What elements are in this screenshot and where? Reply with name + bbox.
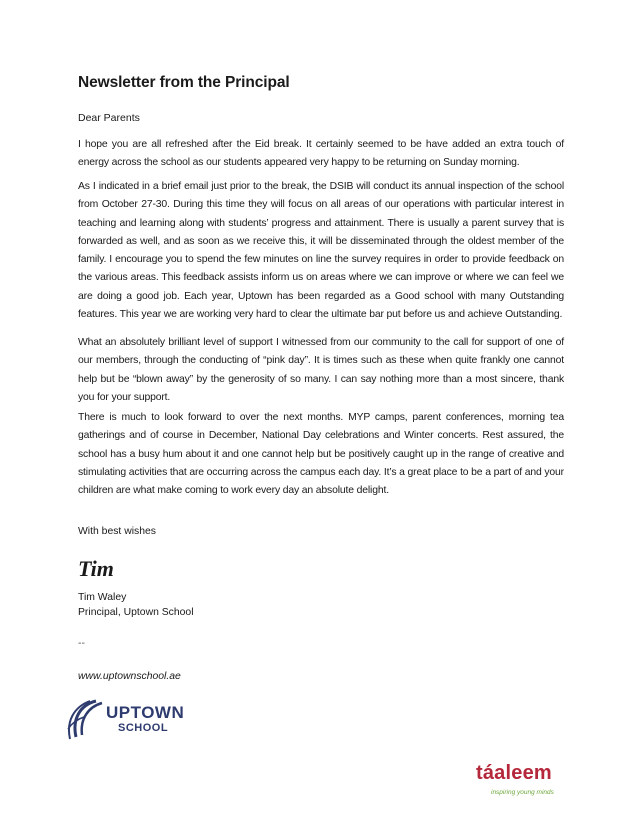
signer-title: Principal, Uptown School [78,607,194,618]
paragraph-eid: I hope you are all refreshed after the Eid break. It certainly seemed to be have added an extra touch of energy across the school as our students appeared very happy to be returning on Sunday morning. [78,139,564,169]
website-link[interactable]: www.uptownschool.ae [78,671,181,682]
newsletter-title: Newsletter from the Principal [78,74,290,91]
paragraph-inspection: As I indicated in a brief email just prior to the break, the DSIB will conduct its annual inspection of the school from October 27-30. During this time they will focus on all areas of our operations with particular interest in teaching and learning along with students’ progress and attainment. There is usually a parent survey that is forwarded as well, and as soon as we receive this, it will be disseminated through the oldest member of the family. I encourage you to spend the few minutes on line the survey requires in order to provide feedback on the various areas. This feedback assists inform us on areas where we can improve or where we can feel we are doing a good job. Each year, Uptown has been regarded as a Good school with many Outstanding features. This year we are working very hard to clear the ultimate bar put before us and achieve Outstanding. [78,181,564,321]
paragraph-upcoming: There is much to look forward to over the next months. MYP camps, parent conferences, morning tea gatherings and of course in December, National Day celebrations and Winter concerts. Rest assured, the school has a busy hum about it and one cannot help but be positively caught up in the range of creative and stimulating activities that are occurring across the campus each day. It’s a great place to be a part of and your children are what make coming to work every day an absolute delight. [78,412,564,497]
taaleem-wordmark: táaleem [476,762,552,784]
uptown-wordmark: UPTOWN [106,703,185,722]
closing: With best wishes [78,526,156,537]
paragraph-pink-day: What an absolutely brilliant level of support I witnessed from our community to the call for support of one of our members, through the conducting of “pink day”. It is times such as these when quite frankly one cannot help but be “blown away” by the generosity of so many. I can say nothing more than a most sincere, thank you for your support. [78,337,564,403]
uptown-school-logo [66,697,196,743]
signer-name: Tim Waley [78,592,127,603]
taaleem-logo [476,762,572,798]
taaleem-tagline: inspiring young minds [491,789,554,796]
salutation: Dear Parents [78,112,140,124]
uptown-swoosh-icon [66,697,106,743]
signature: Tim [78,556,114,581]
school-wordmark: SCHOOL [118,722,169,734]
separator: -- [78,638,85,649]
